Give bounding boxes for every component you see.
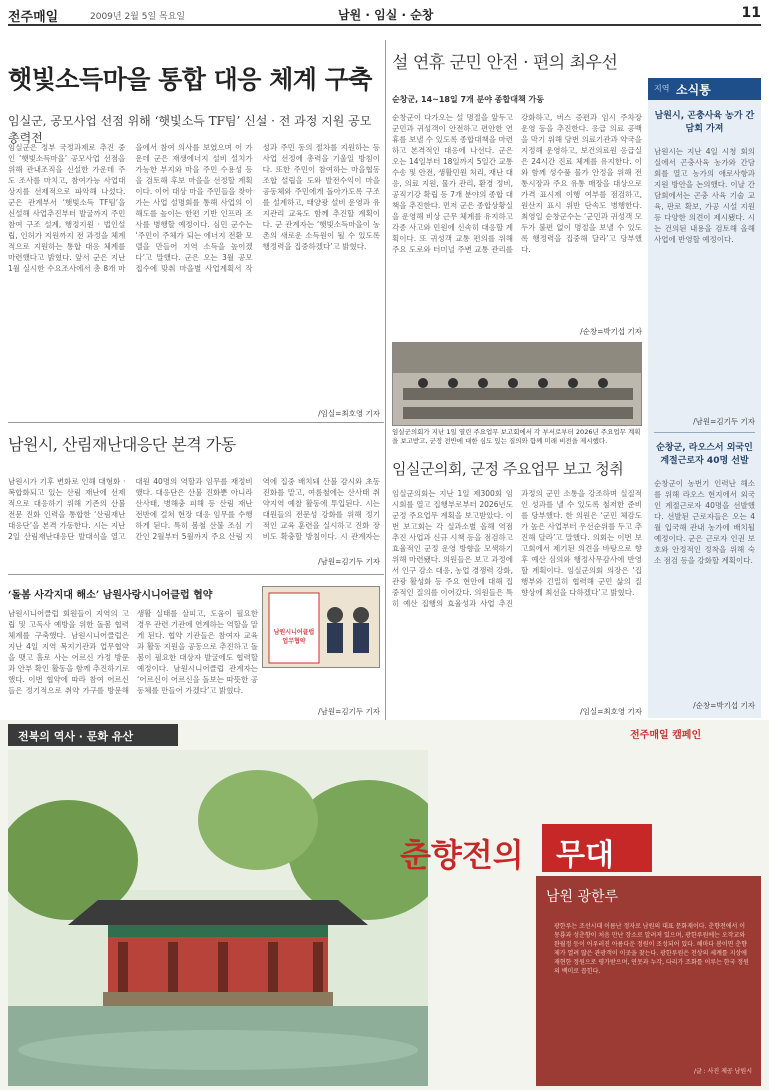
story2-headline[interactable]: 설 연휴 군민 안전 · 편의 최우선 [392,53,618,73]
divider [385,40,386,720]
senior-club-photo [262,586,380,668]
campaign-subtitle: 남원 광한루 [546,889,619,905]
council-meeting-photo [392,342,642,426]
story5-reporter: /임실=최호영 기자 [580,707,642,716]
sidebar-item-2-headline[interactable]: 순창군, 라오스서 외국인 계절근로자 40명 선발 [656,443,753,466]
issue-date: 2009년 2월 5일 목요일 [90,12,186,22]
story3-headline[interactable]: 남원시, 산림재난대응단 본격 가동 [8,435,236,454]
newspaper-brand: 전주매일 [8,10,59,25]
sidebar-title: 소식통 [676,83,711,97]
section-title: 남원 · 임실 · 순창 [338,8,434,22]
sidebar-item-1-reporter: /남원=김기두 기자 [693,417,755,426]
story4-body: 남원시니어클럽 회원들이 지역의 고립 및 고독사 예방을 위한 돌봄 협력 체계를 구축했다. 남원시니어클럽은 지난 4일 지역 복지기관과 업무협약을 맺고 홀로 사는 어르신 가정 방문과 안부 확인 활동을 함께 추진하기로 했다. 이번 협약에 따라 참여 어르신들은 정기적으로 취약 가구를 방문해 생활 실태를 살피고, 도움이 필요한 경우 관련 기관에 연계하는 역할을 맡게 된다. 협약 기관들은 참여자 교육과 활동 지원을 공동으로 추진하고 돌봄이 필요한 대상자 발굴에도 협력할 예정이다. 남원시니어클럽 관계자는 ‘어르신이 어르신을 돌보는 따뜻한 공동체를 만들어 가겠다’고 밝혔다. [8,609,258,695]
campaign-body: 광한루는 조선시대 이름난 정자로 남원의 대표 문화재이다. 춘향전에서 이몽룡과 성춘향이 처음 만난 장소로 알려져 있으며, 광한루원에는 오작교와 완월정 등이 어우러진 아름다운 정원이 조성되어 있다. 해마다 봄이면 춘향제가 열려 많은 관광객이 이곳을 찾는다. 광한루원은 천상의 세계를 지상에 재현한 정원으로 평가받으며, 연못과 누각, 다리가 조화를 이루는 한국 정원의 백미로 꼽힌다. [554,923,749,975]
story1-body: 임실군은 정부 국정과제로 추진 중인 ‘햇빛소득마을’ 공모사업 선점을 위해 관내조직을 신설한 가운데 주도 조사를 마치고, 참여가능 사업대상지를 선제적으로 파악해 나섰다. 군은 관계부서 ‘햇빛소득 TF팀’을 신설해 사업추진부터 발굴까지 주민참여 구조 설계, 행정지원 · 법인설립, 인허가 지원까지 전 과정을 체계적으로 지원하는 통합 대응 체계를 마련했다고 밝혔다. 앞서 군은 지난 1월 실시한 수요조사에서 총 8개 마을에서 참여 의사를 보였으며 이 가운데 군은 재생에너지 설비 설치가 가능한 부지와 마을 주민 수용성 등을 검토해 후보 마을을 선정할 계획이다. 이어 대상 마을 주민들을 찾아가는 사업 설명회를 통해 사업의 이해도를 높이는 한편 기반 인프라 조사를 병행할 예정이다. 심민 군수는 ‘주민이 주체가 되는 에너지 전환 모델을 만들어 지역 소득을 높이겠다’고 말했다. 군은 오는 3월 공모 접수에 맞춰 마을별 사업계획서 작성과 주민 동의 절차를 지원하는 등 사업 선정에 총력을 기울일 방침이다. 또한 주민이 참여하는 마을협동조합 설립을 도와 발전수익이 마을 공동체와 주민에게 돌아가도록 구조를 설계하고, 태양광 설비 운영과 유지관리 교육도 함께 추진할 계획이다. 군 관계자는 ‘햇빛소득마을이 농촌의 새로운 소득원이 될 수 있도록 행정력을 집중하겠다’고 밝혔다. [8,143,380,273]
story1-reporter: /임실=최호영 기자 [318,409,380,418]
council-photo-caption: 임실군의회가 지난 1일 열린 주요업무 보고회에서 각 부서로부터 2026년 주요업무 계획을 보고받고, 군정 전반에 대한 심도 있는 질의와 함께 미래 비전을 제시했다. [392,428,641,445]
local-news-sidebar [648,78,761,718]
campaign-banner [0,720,769,1090]
page-header [8,4,761,26]
sidebar-item-2-body: 순창군이 농번기 인력난 해소를 위해 라오스 현지에서 외국인 계절근로자 40명을 선발했다. 선발된 근로자들은 오는 4월 입국해 관내 농가에 배치될 예정이다. 군은 근로자 인권 보호와 안정적인 정착을 위해 숙소 점검 등을 강화할 계획이다. [654,479,755,565]
campaign-label: 전주매일 캠페인 [630,730,702,741]
story1-subhead: 임실군, 공모사업 선점 위해 ‘햇빛소득 TF팀’ 신설 · 전 과정 지원 공모 총력전 [8,114,372,145]
story5-body: 임실군의회는 지난 1일 제300회 임시회를 열고 집행부로부터 2026년도 군정 주요업무 계획을 보고받았다. 이번 보고회는 각 실과소별 올해 역점 추진 사업과 신규 시책 등을 점검하고 효율적인 군정 운영 방향을 모색하기 위해 마련됐다. 의원들은 보고 과정에서 인구 감소 대응, 농업 경쟁력 강화, 관광 활성화 등 주요 현안에 대해 집중적인 질의를 이어갔다. 의원들은 특히 예산 집행의 효율성과 사업 추진 과정의 군민 소통을 강조하며 실질적인 성과를 낼 수 있도록 철저한 준비를 당부했다. 한 의원은 ‘군민 체감도가 높은 사업부터 우선순위를 두고 추진해 달라’고 말했다. 의회는 이번 보고회에서 제기된 의견을 바탕으로 향후 예산 심의와 행정사무감사에 반영할 계획이다. 임실군의회 의장은 ‘집행부와 긴밀히 협력해 군민 삶의 질 향상에 최선을 다하겠다’고 밝혔다. [392,489,642,608]
council-meeting-illustration [393,343,642,426]
campaign-title-box [542,824,652,872]
story3-reporter: /남원=김기두 기자 [318,557,380,566]
campaign-title-part2: 무대 [556,838,614,873]
story1-headline[interactable]: 햇빛소득마을 통합 대응 체계 구축 [8,65,372,94]
story4-reporter: /남원=김기두 기자 [318,707,380,716]
story5-headline[interactable]: 임실군의회, 군정 주요업무 보고 청취 [392,460,624,478]
campaign-credit: /글 : 사진 제공 남원시 [693,1068,752,1075]
campaign-title-part1: 춘향전의 [400,836,524,874]
story2-subhead: 순창군, 14~18일 7개 분야 종합대책 가동 [392,95,544,104]
story4-headline[interactable]: ‘돌봄 사각지대 해소’ 남원사랑시니어클럽 협약 [8,590,213,601]
gwanghallu-pavilion-illustration [8,750,428,1086]
heritage-label-box [8,724,178,746]
page-number: 11 [741,5,761,21]
heritage-label: 전북의 역사 · 문화 유산 [18,730,134,743]
story2-body: 순창군이 다가오는 설 명절을 앞두고 군민과 귀성객이 안전하고 편안한 연휴를 보낼 수 있도록 종합대책을 마련하고 본격적인 대응에 나선다. 군은 오는 14일부터 18일까지 5일간 교통수송 및 안전, 생활민원 처리, 재난 대응, 의료 지원, 물가 관리, 환경 정비, 공직기강 확립 등 7개 분야의 종합 대책을 추진한다. 먼저 군은 종합상황실을 운영해 비상 근무 체계를 유지하고 각종 사고와 민원에 신속히 대응할 계획이다. 또 귀성객 교통 편의를 위해 주요 도로와 터미널 주변 교통 관리를 강화하고, 버스 증편과 임시 주차장 운영 등을 추진한다. 응급 의료 공백을 막기 위해 당번 의료기관과 약국을 지정해 운영하고, 보건의료원 응급실은 24시간 진료 체계를 유지한다. 이와 함께 성수품 물가 안정을 위해 전통시장과 주요 유통 매장을 대상으로 가격 표시제 이행 여부를 점검하고, 원산지 표시 위반 단속도 병행한다. 최영일 순창군수는 ‘군민과 귀성객 모두가 불편 없이 명절을 보낼 수 있도록 행정력을 집중해 달라’고 당부했다. [392,113,642,254]
description-panel [536,876,761,1086]
sidebar-item-1-body: 남원시는 지난 4일 시청 회의실에서 곤충사육 농가와 간담회를 열고 농가의 애로사항과 지원 방안을 논의했다. 이날 간담회에서는 곤충 사육 기술 교육, 판로 확보, 가공 시설 지원 등 다양한 의견이 제시됐다. 시는 건의된 내용을 검토해 올해 사업에 반영할 예정이다. [654,147,755,244]
divider [8,422,384,423]
sidebar-divider [654,432,755,433]
senior-club-poster-text: 남원시니어클럽 업무협약 [273,629,315,645]
sidebar-label: 지역 [654,84,670,93]
story3-body: 남원시가 기후 변화로 인해 대형화 · 복합화되고 있는 산림 재난에 선제적으로 대응하기 위해 기존의 산불 전문 진화 인력을 통합한 ‘산림재난대응단’을 본격 가동한다. 시는 지난 2일 산림재난대응단 발대식을 열고 대원 40명의 역할과 임무를 재정비했다. 대응단은 산불 진화뿐 아니라 산사태, 병해충 피해 등 산림 재난 전반에 걸쳐 현장 대응 임무를 수행하게 된다. 특히 봄철 산불 조심 기간인 2월부터 5월까지 주요 산림 지역에 집중 배치돼 산불 감시와 초동 진화를 맡고, 여름철에는 산사태 취약지역 예찰 활동에 투입된다. 시는 대원들의 전문성 강화를 위해 정기적인 교육 훈련을 실시하고 진화 장비도 확충할 방침이다. 시 관계자는 [8,477,380,541]
sidebar-item-1-headline[interactable]: 남원시, 곤충사육 농가 간담회 가져 [654,111,755,134]
sidebar-item-2-reporter: /순창=박기섭 기자 [693,701,755,710]
divider [8,574,384,575]
story2-reporter: /순창=박기섭 기자 [580,327,642,336]
